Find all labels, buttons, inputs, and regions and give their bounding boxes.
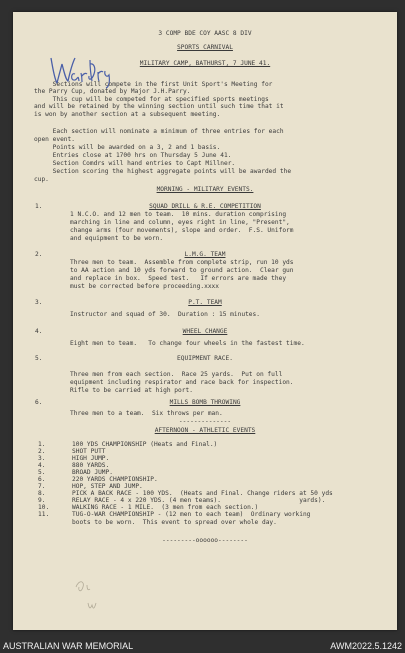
event-line: and replace in box. Speed test. If errors are made they xyxy=(70,275,287,282)
list-item-number: 9. xyxy=(38,497,46,504)
separator: -------------- xyxy=(178,418,232,425)
event-line: Three men from each section. Race 25 yards. Put on full xyxy=(70,371,283,378)
intro-line: Sections will compete in the first Unit Sport's Meeting for xyxy=(34,81,273,88)
rules-line: Section scoring the highest aggregate points will be awarded the xyxy=(34,168,292,175)
list-item-number: 6. xyxy=(38,476,46,483)
afternoon-heading: AFTERNOON - ATHLETIC EVENTS xyxy=(154,427,256,434)
archive-name: AUSTRALIAN WAR MEMORIAL xyxy=(3,641,134,651)
list-item-number: 1. xyxy=(38,441,46,448)
list-item-number: 3. xyxy=(38,455,46,462)
archive-reference: AWM2022.5.1242 xyxy=(330,641,402,651)
list-item: 220 YARDS CHAMPIONSHIP. xyxy=(72,476,158,483)
rules-line: Section Comdrs will hand entries to Capt Millner. xyxy=(34,160,236,167)
rules-line: open event. xyxy=(34,136,75,143)
event-line: marching in line and column, eyes right in line, "Present", xyxy=(70,219,290,226)
event-title: L.M.G. TEAM xyxy=(184,251,226,258)
list-item: PICK A BACK RACE - 100 YDS. (Heats and Final. Change riders at 50 yds xyxy=(72,490,333,497)
event-line: change arms (four movements), slope and order. F.S. Uniform xyxy=(70,227,294,234)
list-item: HIGH JUMP. xyxy=(72,455,110,462)
event-title: P.T. TEAM xyxy=(188,299,222,306)
list-item-number: 5. xyxy=(38,469,46,476)
list-item: WALKING RACE - 1 MILE. (3 men from each section.) xyxy=(72,504,259,511)
list-item-number: 4. xyxy=(38,462,46,469)
intro-line: is won by another section at a subsequent meeting. xyxy=(34,111,221,118)
event-line: Eight men to team. To change four wheels in the fastest time. xyxy=(70,340,305,347)
event-title: EQUIPMENT RACE. xyxy=(177,355,233,362)
rules-line: Points will be awarded on a 3, 2 and 1 basis. xyxy=(34,144,221,151)
event-line: Instructor and squad of 30. Duration : 15 minutes. xyxy=(70,311,260,318)
intro-line: This cup will be competed for at specified sports meetings xyxy=(34,96,269,103)
list-item: 100 YDS CHAMPIONSHIP (Heats and Final.) xyxy=(72,441,218,448)
list-item-number: 11. xyxy=(38,511,50,518)
list-item: BROAD JUMP. xyxy=(72,469,113,476)
list-item: HOP, STEP AND JUMP. xyxy=(72,483,143,490)
unit-header: 3 COMP BDE COY AASC 8 DIV xyxy=(158,30,252,37)
event-number: 4. xyxy=(35,328,43,335)
event-number: 2. xyxy=(35,251,43,258)
event-line: must be corrected before proceeding.xxxx xyxy=(70,283,220,290)
list-item: 880 YARDS. xyxy=(72,462,110,469)
list-item-number: 10. xyxy=(38,504,50,511)
rules-line: Entries close at 1700 hrs on Thursday 5 June 41. xyxy=(34,152,232,159)
event-line: to AA action and 10 yds forward to ground action. Clear gun xyxy=(70,267,294,274)
event-line: Three men to a team. Six throws per man. xyxy=(70,410,223,417)
list-item-number: 2. xyxy=(38,448,46,455)
rules-line: cup. xyxy=(34,176,49,183)
event-line: Three men to team. Assemble from complete strip, run 10 yds xyxy=(70,259,294,266)
rules-line: Each section will nominate a minimum of three entries for each xyxy=(34,128,284,135)
list-item-number: 7. xyxy=(38,483,46,490)
archive-footer xyxy=(0,637,405,653)
event-title: SQUAD DRILL & R.E. COMPETITION xyxy=(149,203,261,210)
event-line: 1 N.C.O. and 12 men to team. 10 mins. duration comprising xyxy=(70,211,287,218)
document-title: SPORTS CARNIVAL xyxy=(177,44,233,51)
list-item: RELAY RACE - 4 x 220 YDS. (4 men teams). yards). xyxy=(72,497,326,504)
morning-heading: MORNING - MILITARY EVENTS. xyxy=(156,186,254,193)
list-item: TUG-O-WAR CHAMPIONSHIP - (12 men to each team) Ordinary working xyxy=(72,511,311,518)
camp-date-line: MILITARY CAMP, BATHURST, 7 JUNE 41. xyxy=(139,60,271,67)
list-item: SHOT PUTT xyxy=(72,448,106,455)
event-number: 6. xyxy=(35,399,43,406)
event-title: MILLS BOMB THROWING xyxy=(169,399,241,406)
pencil-marks xyxy=(73,575,103,615)
end-mark: ---------oooooo-------- xyxy=(162,537,248,544)
intro-line: and will be retained by the winning section until such time that it xyxy=(34,103,284,110)
intro-line: the Parry Cup, donated by Major J.H.Parry. xyxy=(34,88,191,95)
list-item-number: 8. xyxy=(38,490,46,497)
event-number: 1. xyxy=(35,203,43,210)
event-number: 5. xyxy=(35,355,43,362)
list-item: boots to be worn. This event to spread over whole day. xyxy=(72,519,277,526)
event-number: 3. xyxy=(35,299,43,306)
event-line: equipment including respirator and race back for inspection. xyxy=(70,379,294,386)
document-page xyxy=(13,12,397,630)
event-line: Rifle to be carried at high port. xyxy=(70,387,193,394)
event-line: and equipment to be worn. xyxy=(70,235,164,242)
event-title: WHEEL CHANGE xyxy=(182,328,228,335)
